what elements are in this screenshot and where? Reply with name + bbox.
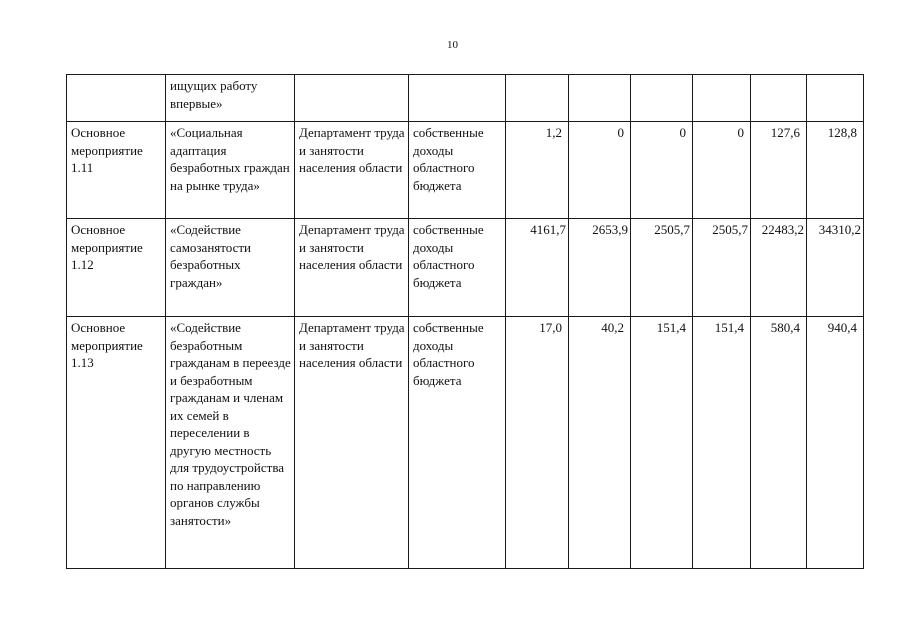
value-cell: 151,4	[693, 317, 751, 569]
value-cell	[506, 75, 569, 122]
value-cell: 22483,2	[751, 219, 807, 317]
measure-cell: Основное мероприятие 1.11	[67, 122, 166, 219]
table-row	[67, 122, 864, 219]
budget-table	[66, 74, 864, 569]
value-cell	[751, 75, 807, 122]
value-cell: 2653,9	[569, 219, 631, 317]
funding-source-cell: собственные доходы областного бюджета	[409, 317, 506, 569]
value-cell: 0	[693, 122, 751, 219]
value-cell: 0	[631, 122, 693, 219]
value-cell	[631, 75, 693, 122]
value-cell: 40,2	[569, 317, 631, 569]
funding-source-cell: собственные доходы областного бюджета	[409, 122, 506, 219]
value-cell: 0	[569, 122, 631, 219]
measure-title-cell: «Содействие самозанятости безработных граждан»	[166, 219, 295, 317]
value-cell: 1,2	[506, 122, 569, 219]
value-cell: 17,0	[506, 317, 569, 569]
table-row	[67, 317, 864, 569]
value-cell: 34310,2	[807, 219, 864, 317]
executor-cell: Департамент труда и занятости населения области	[295, 219, 409, 317]
value-cell: 2505,7	[631, 219, 693, 317]
page-number: 10	[447, 39, 458, 51]
table-row	[67, 75, 864, 122]
value-cell: 127,6	[751, 122, 807, 219]
measure-title-cell: «Социальная адаптация безработных граждан на рынке труда»	[166, 122, 295, 219]
measure-title-cell: ищущих работу впервые»	[166, 75, 295, 122]
value-cell: 4161,7	[506, 219, 569, 317]
executor-cell: Департамент труда и занятости населения области	[295, 122, 409, 219]
value-cell	[693, 75, 751, 122]
funding-source-cell	[409, 75, 506, 122]
table-row	[67, 219, 864, 317]
value-cell	[807, 75, 864, 122]
value-cell: 128,8	[807, 122, 864, 219]
executor-cell: Департамент труда и занятости населения области	[295, 317, 409, 569]
measure-cell	[67, 75, 166, 122]
value-cell: 2505,7	[693, 219, 751, 317]
measure-title-cell: «Содействие безработным гражданам в переезде и безработным гражданам и членам их семей в переселении в другую местность для трудоустройства по направлению органов службы занятости»	[166, 317, 295, 569]
value-cell: 151,4	[631, 317, 693, 569]
executor-cell	[295, 75, 409, 122]
funding-source-cell: собственные доходы областного бюджета	[409, 219, 506, 317]
value-cell	[569, 75, 631, 122]
measure-cell: Основное мероприятие 1.12	[67, 219, 166, 317]
value-cell: 580,4	[751, 317, 807, 569]
value-cell: 940,4	[807, 317, 864, 569]
measure-cell: Основное мероприятие 1.13	[67, 317, 166, 569]
